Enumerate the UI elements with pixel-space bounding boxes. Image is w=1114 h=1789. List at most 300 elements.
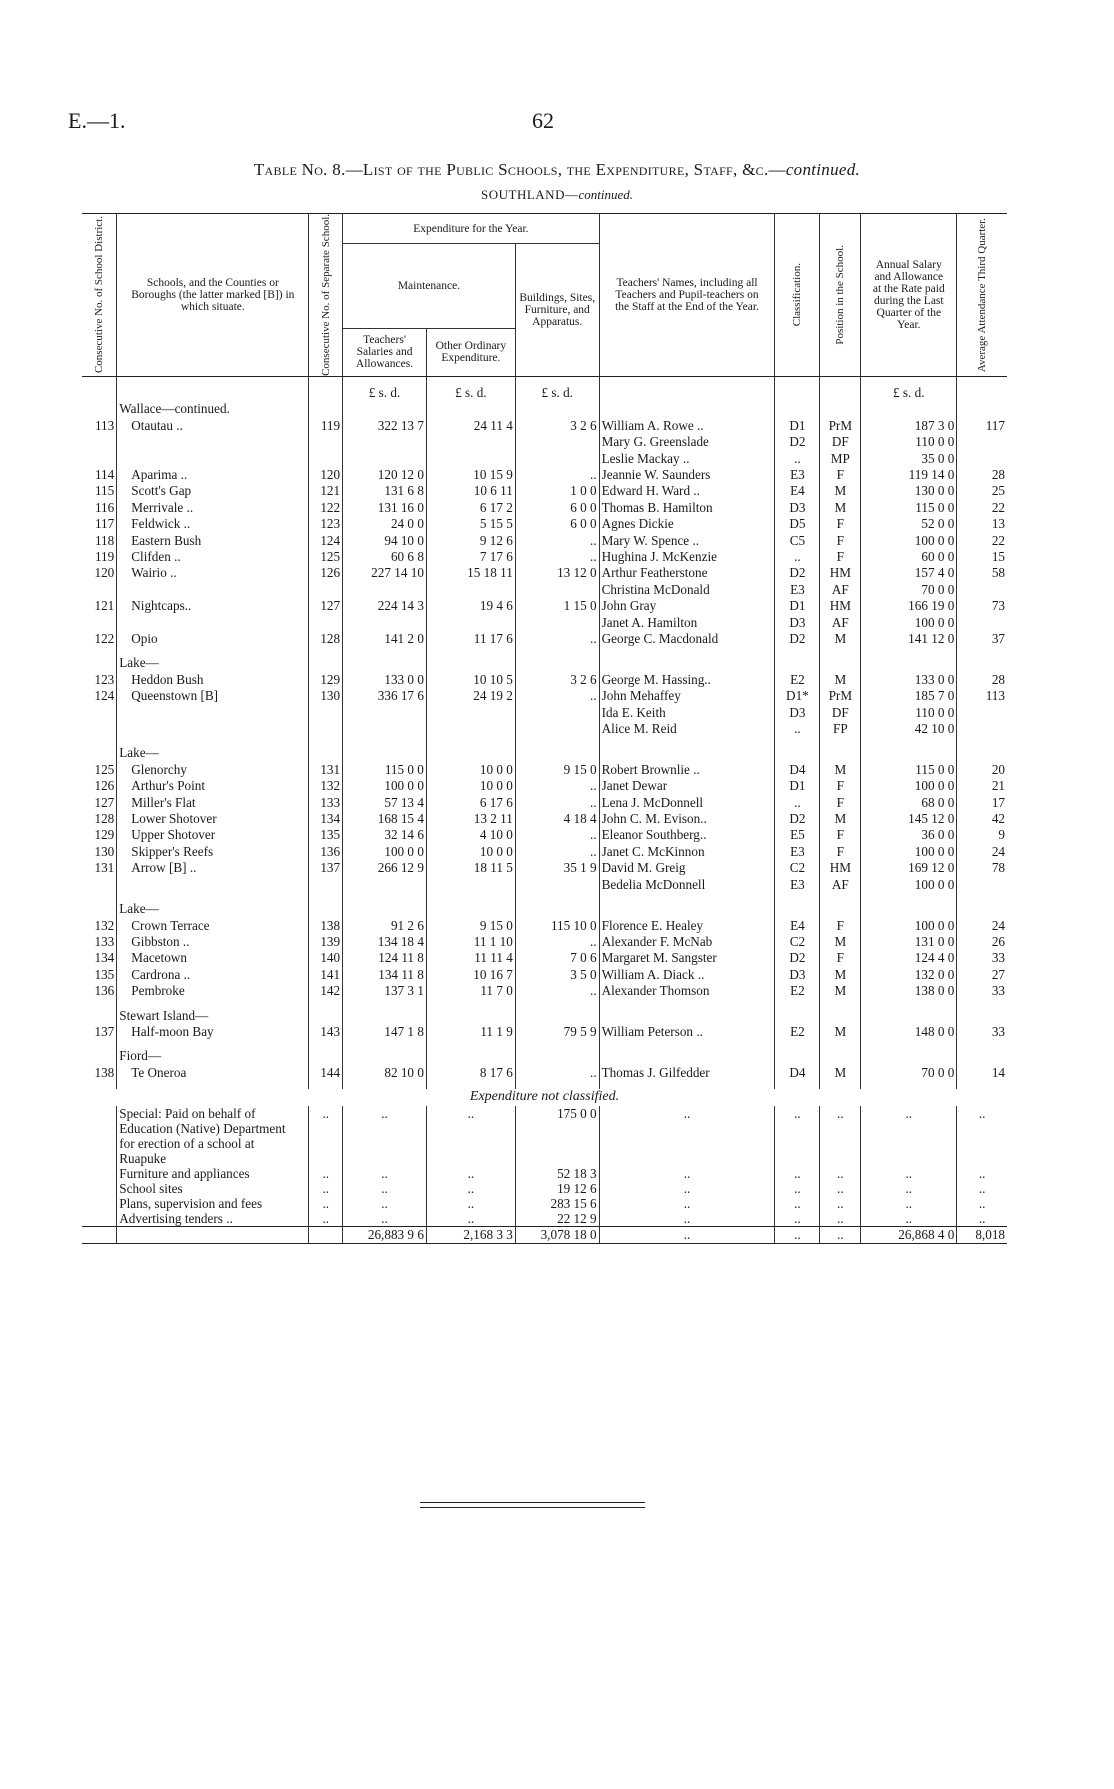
dots: .. [599, 1211, 775, 1227]
total-other: 2,168 3 3 [426, 1226, 515, 1243]
other-expenditure: 5 15 5 [426, 516, 515, 532]
teacher-name: Thomas B. Hamilton [599, 500, 775, 516]
annual-salary: 70 0 0 [861, 1065, 957, 1081]
unclassified-section [82, 1081, 1007, 1226]
table-row [82, 795, 1007, 811]
unclassified-label: Furniture and appliances [117, 1166, 309, 1181]
table-row [82, 1024, 1007, 1040]
dots: .. [426, 1106, 515, 1166]
other-expenditure [426, 1048, 515, 1064]
annual-salary: 141 12 0 [861, 631, 957, 647]
school-no: 130 [309, 688, 343, 704]
other-expenditure: 13 2 11 [426, 811, 515, 827]
salaries [343, 721, 427, 737]
dots: .. [599, 1196, 775, 1211]
unclassified-note: Expenditure not classified. [469, 1089, 620, 1105]
page-number: 62 [532, 108, 554, 133]
district-no: 113 [94, 417, 115, 433]
district-no: 128 [94, 811, 115, 827]
annual-salary [861, 655, 957, 671]
teacher-name: Leslie Mackay .. [599, 451, 775, 467]
annual-salary: 68 0 0 [861, 795, 957, 811]
buildings [515, 901, 599, 917]
teacher-name [599, 745, 775, 761]
salaries: 134 11 8 [343, 967, 427, 983]
dots: .. [820, 1106, 861, 1166]
table-row [82, 655, 1007, 671]
table-row [82, 983, 1007, 999]
total-attendance: 8,018 [957, 1226, 1007, 1243]
salaries: 134 18 4 [343, 934, 427, 950]
dots: .. [957, 1166, 1007, 1181]
annual-salary [861, 1048, 957, 1064]
district-no: 134 [94, 950, 115, 966]
col-school: Schools, and the Counties or Boroughs (the latter marked [B]) in which situate. [117, 214, 309, 377]
annual-salary [861, 745, 957, 761]
teacher-name: Agnes Dickie [599, 516, 775, 532]
table-row [82, 582, 1007, 598]
table-row [82, 467, 1007, 483]
teacher-name [599, 401, 775, 417]
attendance: 42 [957, 811, 1007, 827]
teacher-name: Mary G. Greenslade [599, 434, 775, 450]
units-buildings: £ s. d. [515, 385, 599, 401]
other-expenditure: 11 1 9 [426, 1024, 515, 1040]
other-expenditure: 7 17 6 [426, 549, 515, 565]
teacher-name: Robert Brownlie .. [599, 762, 775, 778]
attendance [957, 901, 1007, 917]
table-row [82, 688, 1007, 704]
annual-salary: 124 4 0 [861, 950, 957, 966]
salaries: 82 10 0 [343, 1065, 427, 1081]
dots: .. [426, 1196, 515, 1211]
annual-salary: 157 4 0 [861, 565, 957, 581]
teacher-name: John C. M. Evison.. [599, 811, 775, 827]
buildings: 9 15 0 [515, 762, 599, 778]
annual-salary: 119 14 0 [861, 467, 957, 483]
dots: .. [957, 1211, 1007, 1227]
district-no: 121 [94, 598, 115, 614]
buildings: 7 0 6 [515, 950, 599, 966]
table-row [82, 877, 1007, 893]
unclassified-label: Advertising tenders .. [117, 1211, 309, 1227]
school-no: 125 [309, 549, 343, 565]
teacher-name: Lena J. McDonnell [599, 795, 775, 811]
district-no: 135 [94, 966, 115, 982]
classification [775, 401, 820, 417]
salaries [343, 451, 427, 467]
footer-rule [420, 1502, 645, 1503]
salaries [343, 877, 427, 893]
dots: .. [309, 1211, 343, 1227]
district-no [82, 451, 117, 467]
table-row [82, 762, 1007, 778]
salaries: 336 17 6 [343, 688, 427, 704]
col-other: Other Ordinary Expenditure. [426, 328, 515, 376]
position: DF [820, 705, 861, 721]
school-no: 123 [309, 516, 343, 532]
school-name: Lake— [117, 901, 309, 917]
buildings: .. [515, 934, 599, 950]
unclassified-row [82, 1106, 1007, 1166]
buildings: .. [515, 844, 599, 860]
other-expenditure: 24 11 4 [426, 418, 515, 434]
salaries: 147 1 8 [343, 1024, 427, 1040]
dots: .. [309, 1106, 343, 1166]
teacher-name: Bedelia McDonnell [599, 877, 775, 893]
other-expenditure [426, 901, 515, 917]
school-name [117, 877, 309, 893]
annual-salary: 100 0 0 [861, 778, 957, 794]
salaries: 131 6 8 [343, 483, 427, 499]
attendance [957, 451, 1007, 467]
teacher-name: Alexander Thomson [599, 983, 775, 999]
teacher-name: Janet A. Hamilton [599, 615, 775, 631]
annual-salary: 100 0 0 [861, 918, 957, 934]
dots: .. [957, 1181, 1007, 1196]
attendance: 26 [957, 934, 1007, 950]
annual-salary: 185 7 0 [861, 688, 957, 704]
teacher-name: John Mehaffey [599, 688, 775, 704]
teacher-name: William A. Rowe .. [599, 418, 775, 434]
school-name [117, 451, 309, 467]
table-row [82, 483, 1007, 499]
attendance [957, 1008, 1007, 1024]
attendance: 24 [957, 918, 1007, 934]
buildings: .. [515, 795, 599, 811]
col-buildings: Buildings, Sites, Furniture, and Apparatus. [515, 244, 599, 377]
school-name: Eastern Bush [117, 533, 309, 549]
other-expenditure: 10 0 0 [426, 762, 515, 778]
region-continued: continued. [578, 187, 633, 202]
dots: .. [309, 1166, 343, 1181]
attendance [957, 745, 1007, 761]
buildings: 4 18 4 [515, 811, 599, 827]
buildings: .. [515, 631, 599, 647]
classification: D2 [775, 811, 820, 827]
annual-salary: 169 12 0 [861, 860, 957, 876]
teacher-name: Edward H. Ward .. [599, 483, 775, 499]
school-name: Cardrona .. [117, 967, 309, 983]
other-expenditure: 10 6 11 [426, 483, 515, 499]
buildings [515, 401, 599, 417]
district-no: 116 [94, 499, 115, 515]
table-row [82, 844, 1007, 860]
buildings [515, 615, 599, 631]
other-expenditure: 8 17 6 [426, 1065, 515, 1081]
annual-salary: 70 0 0 [861, 582, 957, 598]
annual-salary [861, 901, 957, 917]
classification [775, 745, 820, 761]
attendance: 17 [957, 795, 1007, 811]
district-no [82, 1048, 117, 1064]
teacher-name: David M. Greig [599, 860, 775, 876]
position: AF [820, 877, 861, 893]
salaries: 224 14 3 [343, 598, 427, 614]
attendance: 15 [957, 549, 1007, 565]
position: HM [820, 565, 861, 581]
attendance [957, 615, 1007, 631]
col-attendance: Average Attendance Third Quarter. [957, 214, 1007, 377]
annual-salary: 148 0 0 [861, 1024, 957, 1040]
table-title-continued: continued. [785, 160, 861, 179]
teacher-name [599, 1048, 775, 1064]
table-row [82, 401, 1007, 417]
table-row [82, 950, 1007, 966]
table-row [82, 615, 1007, 631]
position: FP [820, 721, 861, 737]
school-name: Otautau .. [117, 418, 309, 434]
classification: E2 [775, 1024, 820, 1040]
attendance [957, 877, 1007, 893]
other-expenditure: 15 18 11 [426, 565, 515, 581]
dots: .. [861, 1106, 957, 1166]
classification: D1* [775, 688, 820, 704]
teacher-name: Janet C. McKinnon [599, 844, 775, 860]
unclassified-amount: 283 15 6 [515, 1196, 599, 1211]
salaries [343, 705, 427, 721]
school-name: Gibbston .. [117, 934, 309, 950]
school-no [309, 451, 343, 467]
school-no [309, 745, 343, 761]
teacher-name: Mary W. Spence .. [599, 533, 775, 549]
school-name: Lake— [117, 745, 309, 761]
unclassified-label: Special: Paid on behalf of Education (Native) Department for erection of a school at Ruapuke [117, 1106, 309, 1166]
classification: E3 [775, 467, 820, 483]
classification [775, 901, 820, 917]
position: F [820, 467, 861, 483]
position: AF [820, 582, 861, 598]
teacher-name: Ida E. Keith [599, 705, 775, 721]
unclassified-note-row [82, 1089, 1007, 1105]
table-row [82, 721, 1007, 737]
teacher-name: William Peterson .. [599, 1024, 775, 1040]
classification: E4 [775, 918, 820, 934]
salaries: 124 11 8 [343, 950, 427, 966]
table-row [82, 565, 1007, 581]
table-row [82, 418, 1007, 434]
school-no: 120 [309, 467, 343, 483]
district-no: 117 [94, 516, 115, 532]
school-no [309, 877, 343, 893]
classification: D3 [775, 967, 820, 983]
district-no: 125 [94, 761, 115, 777]
buildings [515, 877, 599, 893]
district-no [82, 615, 117, 631]
position: PrM [820, 688, 861, 704]
table-row [82, 778, 1007, 794]
school-no [309, 615, 343, 631]
annual-salary: 36 0 0 [861, 827, 957, 843]
dots: .. [343, 1181, 427, 1196]
attendance: 78 [957, 860, 1007, 876]
buildings: .. [515, 778, 599, 794]
school-no [309, 705, 343, 721]
buildings [515, 1048, 599, 1064]
attendance: 22 [957, 500, 1007, 516]
school-no [309, 901, 343, 917]
table-row [82, 672, 1007, 688]
buildings: 79 5 9 [515, 1024, 599, 1040]
school-name: Arrow [B] .. [117, 860, 309, 876]
buildings: 1 15 0 [515, 598, 599, 614]
teacher-name: John Gray [599, 598, 775, 614]
table-row [82, 1048, 1007, 1064]
teacher-name: Jeannie W. Saunders [599, 467, 775, 483]
teacher-name: George C. Macdonald [599, 631, 775, 647]
position: M [820, 811, 861, 827]
school-name: Macetown [117, 950, 309, 966]
annual-salary: 100 0 0 [861, 615, 957, 631]
region-subtitle [0, 187, 1114, 203]
position: M [820, 1065, 861, 1081]
salaries [343, 655, 427, 671]
dots: .. [861, 1181, 957, 1196]
other-expenditure: 9 15 0 [426, 918, 515, 934]
buildings: 3 2 6 [515, 672, 599, 688]
school-no: 143 [309, 1024, 343, 1040]
classification: D1 [775, 778, 820, 794]
attendance [957, 401, 1007, 417]
attendance: 73 [957, 598, 1007, 614]
classification: D2 [775, 434, 820, 450]
other-expenditure: 10 0 0 [426, 778, 515, 794]
col-teachers: Teachers' Names, including all Teachers and Pupil-teachers on the Staff at the End of the Year. [599, 214, 775, 377]
dots: .. [820, 1166, 861, 1181]
annual-salary: 52 0 0 [861, 516, 957, 532]
teacher-name: Margaret M. Sangster [599, 950, 775, 966]
salaries: 57 13 4 [343, 795, 427, 811]
teacher-name [599, 1008, 775, 1024]
attendance: 117 [957, 418, 1007, 434]
school-no: 122 [309, 500, 343, 516]
salaries [343, 1048, 427, 1064]
dots: .. [343, 1196, 427, 1211]
attendance: 33 [957, 950, 1007, 966]
district-no: 131 [94, 860, 115, 876]
salaries: 100 0 0 [343, 778, 427, 794]
teacher-name: Hughina J. McKenzie [599, 549, 775, 565]
dots: .. [775, 1196, 820, 1211]
attendance: 27 [957, 967, 1007, 983]
schools-table [82, 213, 1007, 1244]
dots: .. [775, 1106, 820, 1166]
buildings: .. [515, 467, 599, 483]
district-no: 130 [94, 843, 115, 859]
other-expenditure: 24 19 2 [426, 688, 515, 704]
school-name: Clifden .. [117, 549, 309, 565]
school-no [309, 721, 343, 737]
classification [775, 655, 820, 671]
teacher-name: Janet Dewar [599, 778, 775, 794]
col-maintenance: Maintenance. [343, 244, 516, 329]
position: AF [820, 615, 861, 631]
school-name: Feldwick .. [117, 516, 309, 532]
other-expenditure [426, 434, 515, 450]
school-no: 129 [309, 672, 343, 688]
unclassified-amount: 52 18 3 [515, 1166, 599, 1181]
position [820, 655, 861, 671]
salaries [343, 615, 427, 631]
district-no: 136 [94, 983, 115, 999]
buildings [515, 745, 599, 761]
salaries: 168 15 4 [343, 811, 427, 827]
col-classification: Classification. [775, 214, 820, 377]
classification: E3 [775, 582, 820, 598]
buildings: .. [515, 688, 599, 704]
table-row [82, 631, 1007, 647]
table-row [82, 434, 1007, 450]
buildings: .. [515, 1065, 599, 1081]
total-buildings: 3,078 18 0 [515, 1226, 599, 1243]
school-no: 139 [309, 934, 343, 950]
school-no [309, 434, 343, 450]
buildings: .. [515, 533, 599, 549]
school-no: 127 [309, 598, 343, 614]
position: M [820, 762, 861, 778]
attendance: 14 [957, 1065, 1007, 1081]
other-expenditure [426, 615, 515, 631]
school-name: Glenorchy [117, 762, 309, 778]
attendance [957, 655, 1007, 671]
school-name: Aparima .. [117, 467, 309, 483]
district-no [82, 901, 117, 917]
classification: D1 [775, 598, 820, 614]
unclassified-row [82, 1196, 1007, 1211]
school-name: Pembroke [117, 983, 309, 999]
dots: .. [426, 1166, 515, 1181]
salaries: 322 13 7 [343, 418, 427, 434]
classification: C5 [775, 533, 820, 549]
other-expenditure [426, 1008, 515, 1024]
buildings [515, 582, 599, 598]
other-expenditure: 10 0 0 [426, 844, 515, 860]
buildings: 3 2 6 [515, 418, 599, 434]
dots: .. [820, 1181, 861, 1196]
dots: .. [957, 1196, 1007, 1211]
salaries [343, 582, 427, 598]
footer-rule-thin [420, 1507, 645, 1508]
total-salaries: 26,883 9 6 [343, 1226, 427, 1243]
teacher-name: Florence E. Healey [599, 918, 775, 934]
annual-salary [861, 1008, 957, 1024]
attendance [957, 582, 1007, 598]
attendance [957, 721, 1007, 737]
classification: E3 [775, 877, 820, 893]
table-row [82, 901, 1007, 917]
table-row [82, 860, 1007, 876]
district-no: 132 [94, 917, 115, 933]
buildings: 6 0 0 [515, 500, 599, 516]
school-name: Stewart Island— [117, 1008, 309, 1024]
classification: D1 [775, 418, 820, 434]
position [820, 1048, 861, 1064]
classification: D5 [775, 516, 820, 532]
annual-salary: 100 0 0 [861, 877, 957, 893]
school-no: 128 [309, 631, 343, 647]
classification: D4 [775, 762, 820, 778]
col-expenditure: Expenditure for the Year. [343, 214, 600, 244]
annual-salary: 115 0 0 [861, 762, 957, 778]
school-no: 141 [309, 967, 343, 983]
salaries: 100 0 0 [343, 844, 427, 860]
district-no [82, 705, 117, 721]
teacher-name: Alice M. Reid [599, 721, 775, 737]
annual-salary: 132 0 0 [861, 967, 957, 983]
position: M [820, 500, 861, 516]
school-no: 126 [309, 565, 343, 581]
classification [775, 1008, 820, 1024]
